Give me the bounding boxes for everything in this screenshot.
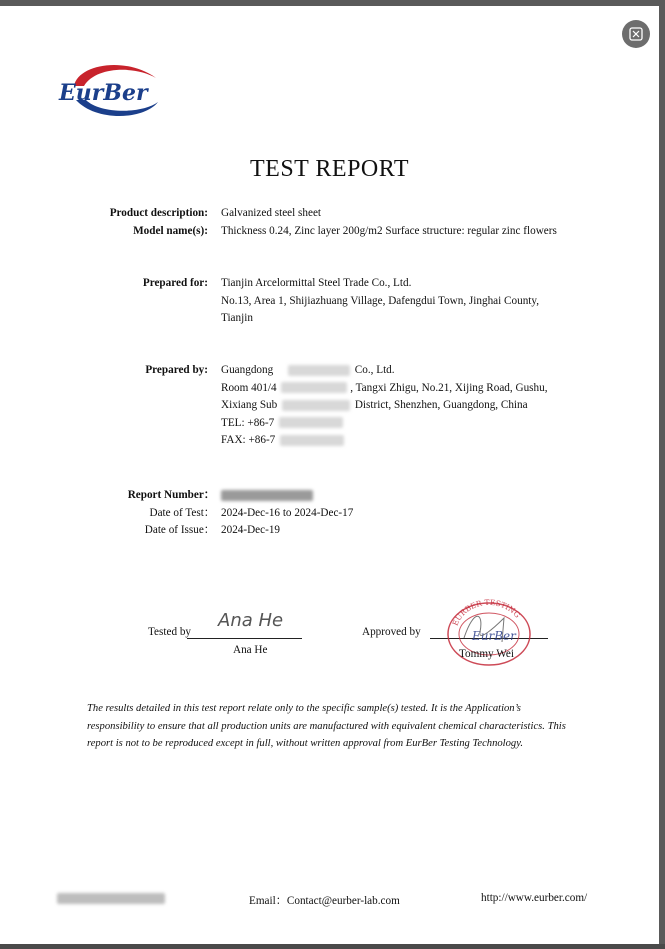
document-page bbox=[0, 6, 659, 944]
prepared-by-fax: FAX: +86-7 bbox=[221, 434, 276, 446]
prepared-by-address-rest: , Tangxi Zhigu, No.21, Xijing Road, Gushu, bbox=[350, 381, 548, 394]
disclaimer-text: The results detailed in this test report relate only to the specific sample(s) tested. It is the Application’s responsibility to ensure that all production units are manufactured with equivalent chemical characteristics. This report is not to be reproduced except in full, without written approval from EurBer Testing Technology. bbox=[87, 703, 566, 749]
prepared-for-section bbox=[0, 275, 659, 329]
product-description-label: Product description: bbox=[109, 207, 208, 219]
redacted-block bbox=[282, 400, 350, 411]
model-name-label: Model name(s): bbox=[133, 224, 208, 237]
redacted-block bbox=[279, 417, 343, 428]
prepared-for-label: Prepared for: bbox=[142, 277, 208, 289]
prepared-for-line: Tianjin Arcelormittal Steel Trade Co., Ltd. bbox=[221, 277, 412, 289]
prepared-by-address: Xixiang Sub bbox=[221, 399, 278, 411]
product-section bbox=[0, 205, 659, 241]
date-of-issue-label: Date of Issue： bbox=[144, 524, 215, 536]
eurber-logo bbox=[56, 56, 166, 126]
approved-by-name: Tommy Wei bbox=[459, 648, 514, 660]
footer-email: Email：Contact@eurber-lab.com bbox=[249, 895, 400, 907]
page-title: TEST REPORT bbox=[250, 156, 409, 182]
svg-text:EurBer: EurBer bbox=[472, 629, 516, 643]
redacted-block bbox=[288, 365, 350, 376]
prepared-by-tel: TEL: +86-7 bbox=[221, 416, 275, 429]
date-of-test-label: Date of Test： bbox=[149, 506, 215, 519]
tested-signature: Ana He bbox=[218, 610, 284, 631]
prepared-for-line: Tianjin bbox=[221, 312, 253, 324]
expand-icon[interactable] bbox=[622, 20, 650, 48]
prepared-by-address: Room 401/4 bbox=[221, 381, 277, 394]
product-description: Galvanized steel sheet bbox=[221, 207, 322, 219]
redacted-footer-tel bbox=[57, 893, 165, 904]
redacted-report-number bbox=[221, 490, 313, 501]
svg-text:EURBER TESTING: EURBER TESTING bbox=[450, 598, 523, 628]
tested-by-label: Tested by bbox=[148, 626, 192, 638]
prepared-by-label: Prepared by: bbox=[145, 364, 208, 376]
approved-by-label: Approved by bbox=[362, 626, 421, 638]
svg-text:EurBer: EurBer bbox=[59, 80, 148, 106]
date-of-test: 2024-Dec-16 to 2024-Dec-17 bbox=[221, 506, 354, 519]
report-number-label: Report Number： bbox=[127, 489, 215, 501]
prepared-by-company-suffix: Co., Ltd. bbox=[354, 364, 395, 376]
prepared-for-line: No.13, Area 1, Shijiazhuang Village, Dafengdui Town, Jinghai County, bbox=[221, 294, 540, 307]
redacted-block bbox=[281, 382, 347, 393]
viewer-bottom-bar bbox=[0, 944, 665, 949]
footer-website: http://www.eurber.com/ bbox=[481, 892, 588, 904]
model-name: Thickness 0.24, Zinc layer 200g/m2 Surface structure: regular zinc flowers bbox=[221, 224, 557, 237]
footer-tel bbox=[57, 892, 165, 904]
prepared-by-address-rest: District, Shenzhen, Guangdong, China bbox=[354, 399, 528, 411]
report-info-section bbox=[0, 487, 659, 541]
redacted-block bbox=[280, 435, 344, 446]
tested-signature-line bbox=[187, 638, 302, 639]
prepared-by-company: Guangdong bbox=[221, 364, 274, 376]
prepared-by-section bbox=[0, 362, 659, 452]
tested-by-name: Ana He bbox=[233, 644, 268, 656]
date-of-issue: 2024-Dec-19 bbox=[221, 524, 281, 536]
